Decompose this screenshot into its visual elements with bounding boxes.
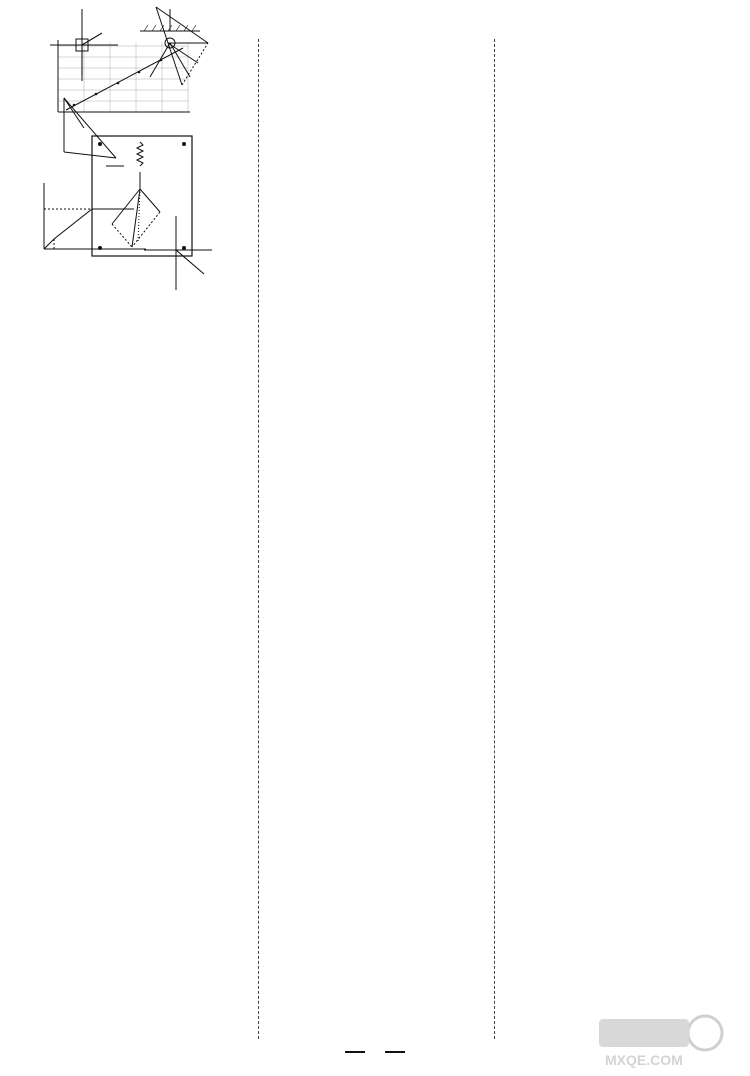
force-triangle-figure xyxy=(50,92,750,176)
friction-graph-figure xyxy=(30,179,750,263)
force-min-figure xyxy=(148,3,214,101)
answer-page xyxy=(0,3,750,1076)
svg-text:MXQE.COM: MXQE.COM xyxy=(605,1052,683,1068)
watermark-logo xyxy=(593,1013,728,1068)
pulley-force-figure xyxy=(40,3,750,89)
